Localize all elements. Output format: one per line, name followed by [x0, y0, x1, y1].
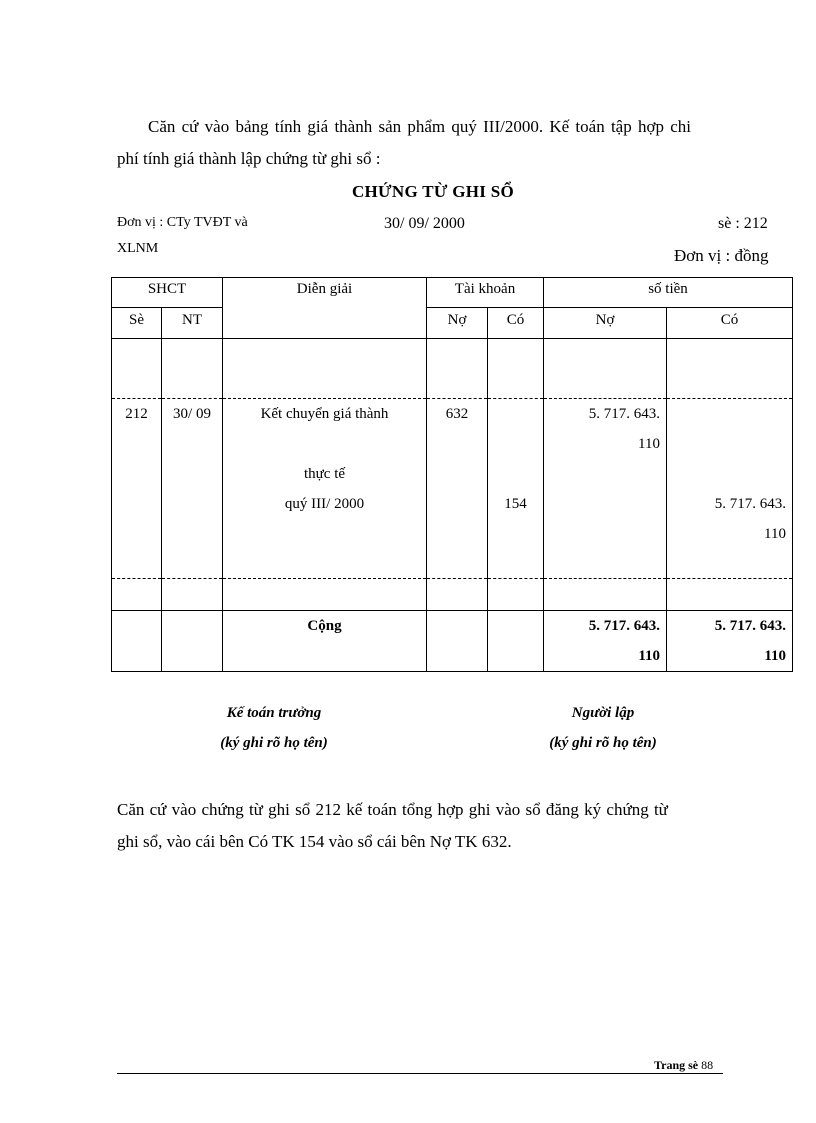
intro-line-1: Căn cứ vào bảng tính giá thành sản phẩm quý III/2000. Kế toán tập hợp chi [148, 117, 691, 136]
unit-line-2: XLNM [117, 241, 159, 256]
page-number-label [654, 1058, 713, 1073]
closing-line-2: ghi sổ, vào cái bên Có TK 154 vào sổ cái bên Nợ TK 632. [117, 832, 512, 851]
unit-line-1: Đơn vị : CTy TVĐT và [117, 215, 248, 230]
total-co-l2: 110 [764, 648, 786, 664]
footer-rule [117, 1073, 723, 1074]
entry-description [223, 399, 427, 579]
entry-amount-no [544, 399, 667, 579]
header-tk-co: Có [488, 308, 544, 339]
voucher-title: CHỨNG TỪ GHI SỔ [351, 182, 515, 201]
header-nt: NT [162, 308, 223, 339]
header-so-tien: số tiền [544, 278, 793, 308]
voucher-date: 30/ 09/ 2000 [384, 215, 465, 232]
currency-unit: Đơn vị : đồng [674, 246, 769, 265]
total-no-l1: 5. 717. 643. [588, 618, 660, 634]
signature-left-note: (ký ghi rõ họ tên) [220, 735, 328, 751]
total-co-l1: 5. 717. 643. [714, 618, 786, 634]
entry-tk-co: 154 [504, 496, 527, 512]
total-amount-no [544, 611, 667, 672]
total-no-l2: 110 [638, 648, 660, 664]
total-row [112, 611, 793, 672]
entry-tk-no: 632 [427, 399, 488, 579]
entry-nt: 30/ 09 [162, 399, 223, 579]
page-number: 88 [701, 1058, 714, 1072]
entry-desc-line-1: Kết chuyển giá thành [260, 406, 389, 422]
total-label: Cộng [223, 611, 427, 672]
intro-line-2: phí tính giá thành lập chứng từ ghi sổ : [117, 149, 381, 168]
entry-amount-no-l2: 110 [638, 436, 660, 452]
signature-right-title: Người lập [571, 705, 635, 721]
entry-desc-line-3: quý III/ 2000 [284, 496, 365, 512]
header-tai-khoan: Tài khoản [427, 278, 544, 308]
header-tk-no: Nợ [427, 308, 488, 339]
closing-line-1: Căn cứ vào chứng từ ghi sổ 212 kế toán tổng hợp ghi vào sổ đăng ký chứng từ [117, 800, 668, 819]
table-row [112, 399, 793, 579]
voucher-table [111, 277, 793, 672]
entry-amount-co-l2: 110 [764, 526, 786, 542]
header-amount-co: Có [667, 308, 793, 339]
entry-tk-co-cell [488, 399, 544, 579]
total-amount-co [667, 611, 793, 672]
header-shct: SHCT [112, 278, 223, 308]
header-amount-no: Nợ [544, 308, 667, 339]
signature-left-title: Kế toán trưởng [226, 705, 322, 721]
signature-right-note: (ký ghi rõ họ tên) [549, 735, 657, 751]
header-dien-giai: Diễn giải [223, 278, 427, 339]
voucher-number: sè : 212 [718, 215, 768, 232]
entry-amount-co [667, 399, 793, 579]
header-so: Sè [112, 308, 162, 339]
page-label: Trang sè [654, 1058, 699, 1072]
entry-desc-line-2: thực tế [303, 466, 346, 482]
entry-amount-no-l1: 5. 717. 643. [588, 406, 660, 422]
entry-amount-co-l1: 5. 717. 643. [714, 496, 786, 512]
entry-so: 212 [112, 399, 162, 579]
